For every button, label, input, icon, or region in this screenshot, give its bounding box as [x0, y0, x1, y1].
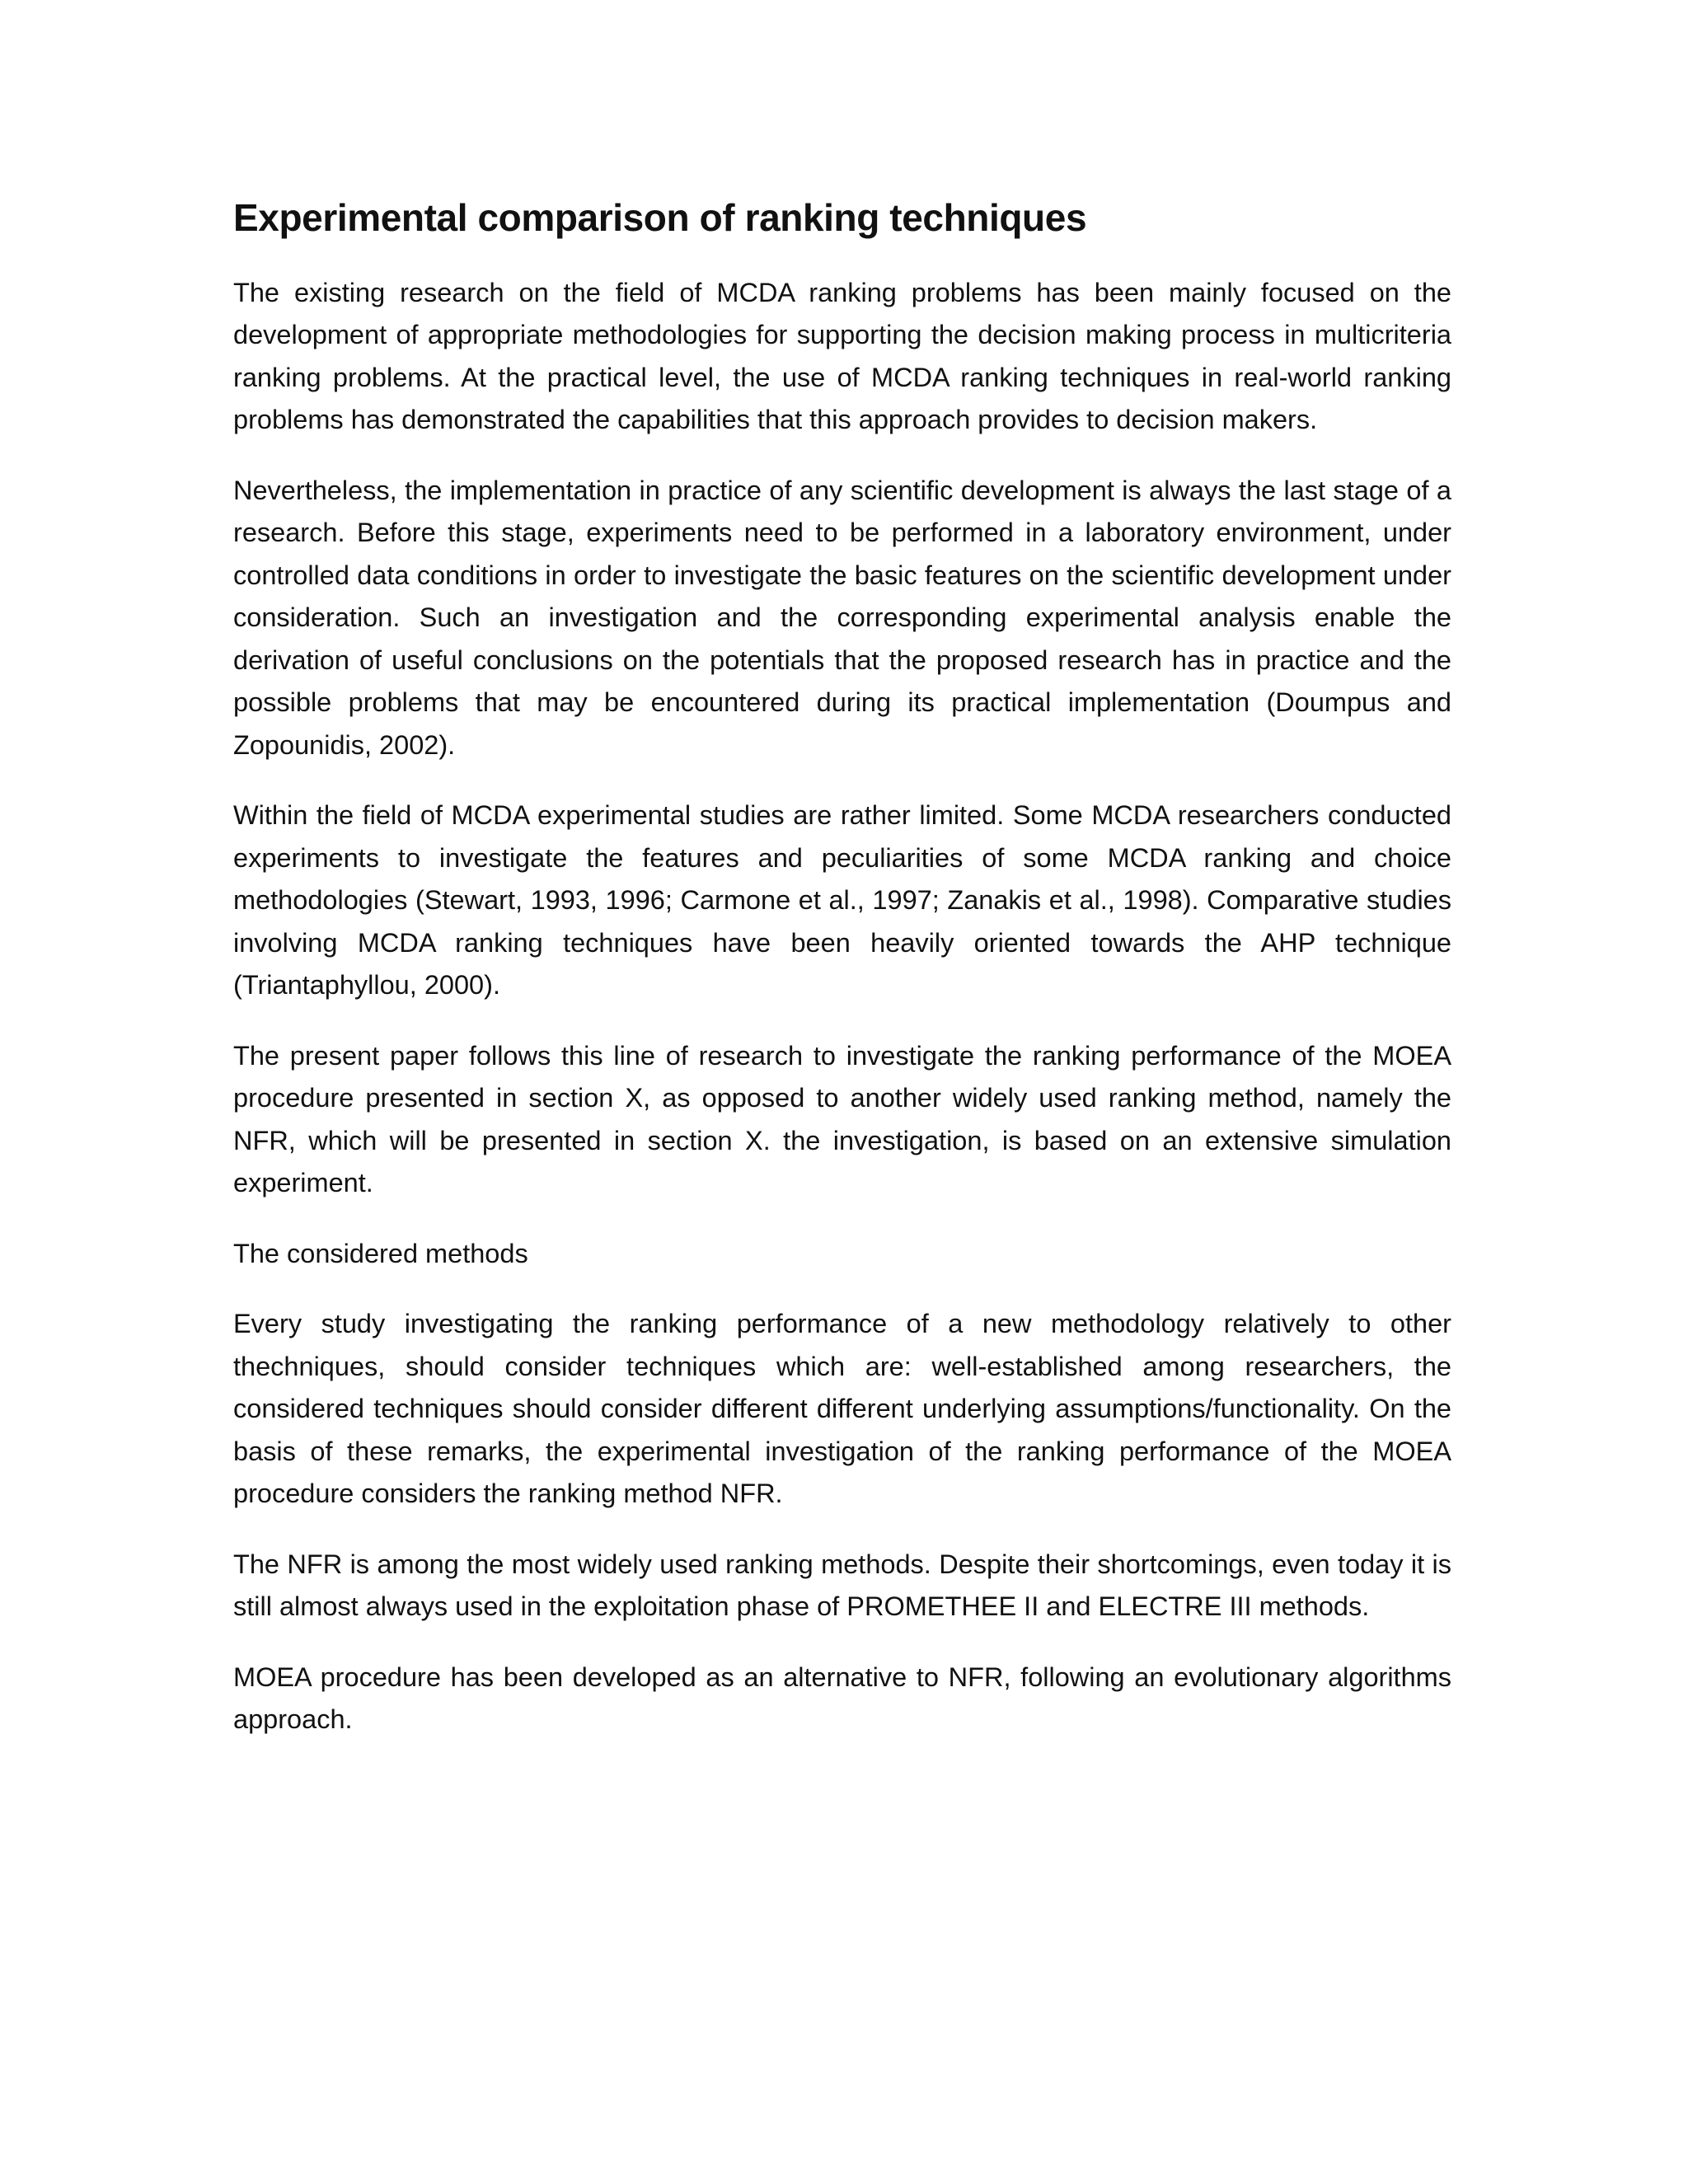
section-subheading: The considered methods — [233, 1238, 528, 1268]
paragraph-considered-techniques: Every study investigating the ranking performance of a new methodology relatively to other thechniques, should consider techniques which are: well-established among researchers, the considered techniques should consider different different underlying assumptions/functionality. On the basis of these remarks, the experimental investigation of the ranking performance of the MOEA procedure considers the ranking method NFR. — [233, 1309, 1451, 1508]
paragraph-intro: The existing research on the field of MCDA ranking problems has been mainly focused on the development of appropriate methodologies for supporting the decision making process in multicriteria ranking problems. At the practical level, the use of MCDA ranking techniques in real-world ranking problems has demonstrated the capabilities that this approach provides to decision makers. — [233, 277, 1451, 434]
document-title: Experimental comparison of ranking techniques — [233, 196, 1087, 239]
paragraph-implementation: Nevertheless, the implementation in practice of any scientific development is always the last stage of a research. Before this stage, experiments need to be performed in a laboratory environment, under controlled data conditions in order to investigate the basic features on the scientific development under consideration. Such an investigation and the corresponding experimental analysis enable the derivation of useful conclusions on the potentials that the proposed research has in practice and the possible problems that may be encountered during its practical implementation (Doumpus and Zopounidis, 2002). — [233, 475, 1451, 760]
paragraph-present-paper: The present paper follows this line of research to investigate the ranking performance of the MOEA procedure presented in section X, as opposed to another widely used ranking method, namely the NFR, which will be presented in section X. the investigation, is based on an extensive simulation experiment. — [233, 1040, 1451, 1197]
document-body — [233, 194, 1451, 1769]
paragraph-experimental-studies: Within the field of MCDA experimental studies are rather limited. Some MCDA researchers conducted experiments to investigate the features and peculiarities of some MCDA ranking and choice methodologies (Stewart, 1993, 1996; Carmone et al., 1997; Zanakis et al., 1998). Comparative studies involving MCDA ranking techniques have been heavily oriented towards the AHP technique (Triantaphyllou, 2000). — [233, 800, 1451, 1000]
paragraph-moea: MOEA procedure has been developed as an alternative to NFR, following an evolutionary algorithms approach. — [233, 1661, 1451, 1734]
paragraph-nfr: The NFR is among the most widely used ranking methods. Despite their shortcomings, even today it is still almost always used in the exploitation phase of PROMETHEE II and ELECTRE III methods. — [233, 1549, 1451, 1621]
